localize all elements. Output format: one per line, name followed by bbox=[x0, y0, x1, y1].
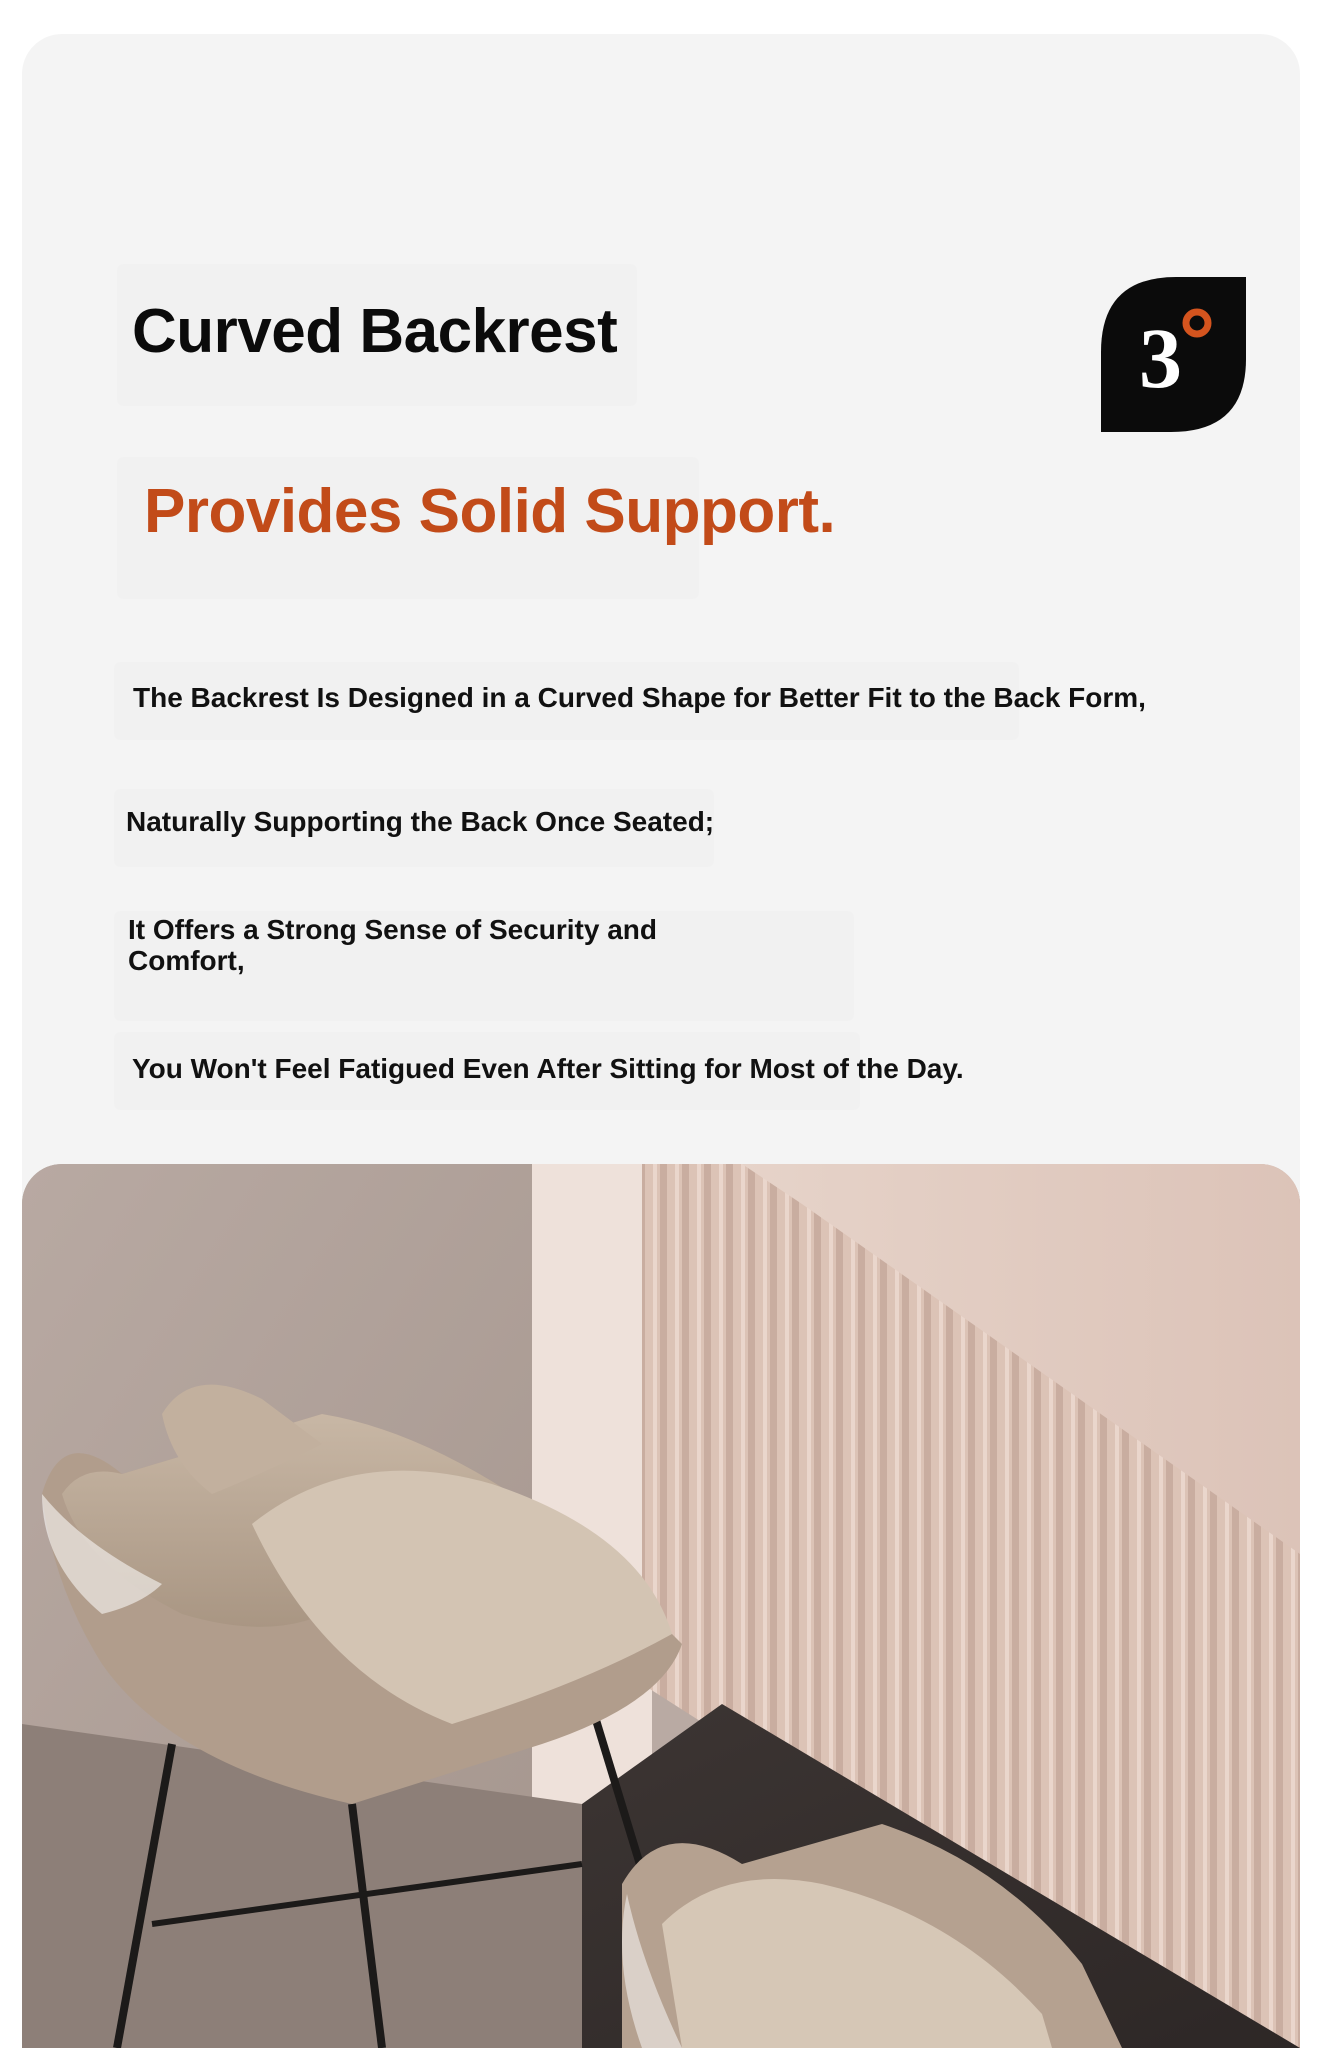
description-line-4: Comfort, bbox=[128, 945, 245, 976]
description-line-1: The Backrest Is Designed in a Curved Shape for Better Fit to the Back Form, bbox=[133, 682, 1146, 713]
page-title: Curved Backrest bbox=[132, 297, 618, 366]
badge-text: 3 bbox=[1139, 310, 1182, 406]
3-degree-badge-icon bbox=[1101, 277, 1246, 432]
page-subtitle: Provides Solid Support. bbox=[144, 477, 836, 546]
product-feature-card bbox=[22, 34, 1300, 2048]
description-line-3: It Offers a Strong Sense of Security and bbox=[128, 914, 658, 945]
description-line-2: Naturally Supporting the Back Once Seated; bbox=[126, 806, 715, 837]
curved-backrest-bar-stools-photo bbox=[22, 1164, 1300, 2048]
description-line-5: You Won't Feel Fatigued Even After Sitting for Most of the Day. bbox=[132, 1053, 964, 1084]
